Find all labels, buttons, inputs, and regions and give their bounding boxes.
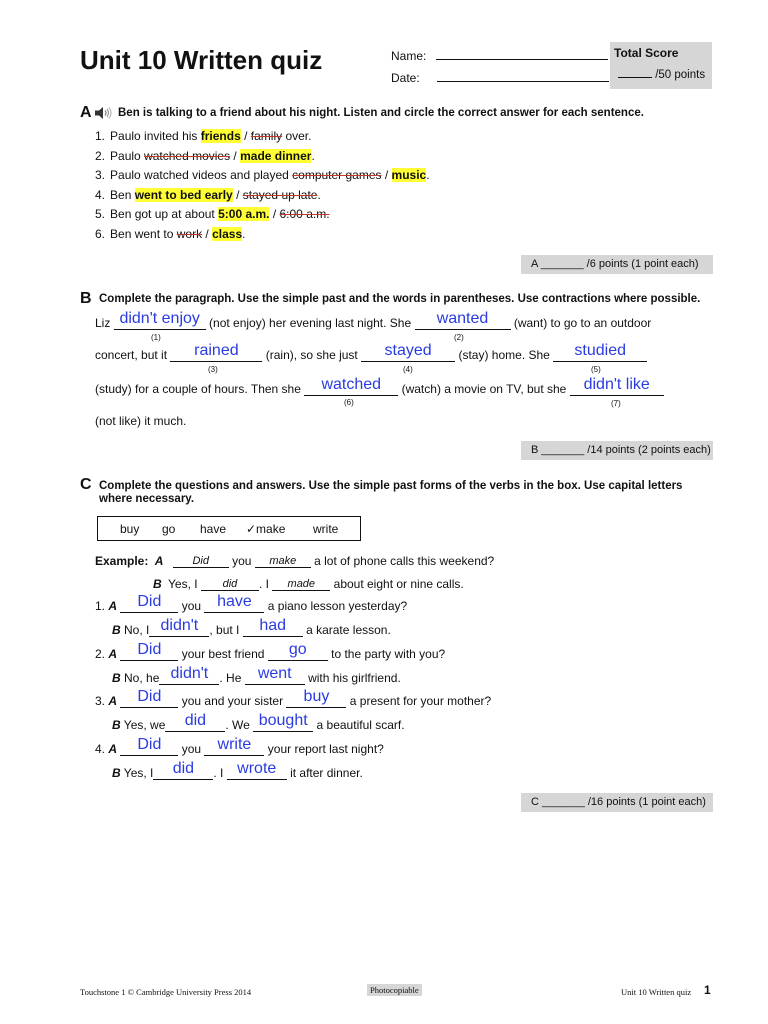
handwritten-answer: wrote — [237, 760, 277, 777]
speaker-a-label: A — [108, 599, 118, 613]
word-box — [97, 516, 361, 541]
paragraph-line-3: (study) for a couple of hours. Then she watched (watch) a movie on TV, but she didn't like — [95, 380, 664, 396]
answer-blank-5[interactable] — [553, 342, 647, 362]
handwritten-answer: went — [257, 665, 292, 682]
item-number: 4. — [95, 187, 106, 202]
word-box-item: ✓make — [246, 522, 286, 536]
answer-blank[interactable] — [204, 593, 264, 613]
item-text: . — [311, 148, 315, 163]
handwritten-answer: stayed — [384, 342, 432, 359]
section-a-letter: A — [80, 104, 92, 121]
blank-number: (1) — [151, 333, 161, 342]
word-box-item: write — [313, 522, 339, 536]
blank-number: (4) — [403, 365, 413, 374]
answer-blank-6[interactable] — [304, 376, 398, 396]
paragraph-line-4: (not like) it much. — [95, 414, 187, 428]
blank-number: (3) — [208, 365, 218, 374]
item-text: / — [202, 227, 213, 241]
question-3-b: B Yes, we did . We bought a beautiful scarf. — [112, 712, 405, 732]
example-blank: make — [255, 552, 311, 568]
circled-answer[interactable]: class — [212, 227, 243, 241]
circled-answer[interactable]: 5:00 a.m. — [218, 207, 270, 222]
item-text: / — [240, 129, 251, 143]
item-text: Ben got up at about — [110, 207, 219, 222]
handwritten-answer: didn't — [170, 665, 209, 682]
name-field[interactable] — [391, 49, 608, 63]
date-field[interactable] — [391, 71, 609, 85]
answer-blank[interactable] — [120, 593, 178, 613]
speaker-b-label: B — [112, 623, 121, 637]
section-c-score: C _______ /16 points (1 point each) — [521, 793, 713, 812]
rejected-option[interactable]: family — [250, 129, 283, 143]
page-title: Unit 10 Written quiz — [80, 45, 323, 75]
example-question: Example: A Did you make a lot of phone calls this weekend? — [95, 554, 495, 568]
date-line[interactable] — [437, 81, 609, 82]
item-text: Ben went to — [110, 227, 177, 241]
handwritten-answer: did — [184, 712, 207, 729]
handwritten-answer: had — [259, 617, 287, 634]
question-1-b: B No, I didn't , but I had a karate lesson. — [112, 617, 391, 637]
section-c-instruction-1: Complete the questions and answers. Use the simple past forms of the verbs in the box. Use capital letters — [99, 480, 683, 492]
item-text: / — [230, 148, 241, 163]
answer-blank-7[interactable] — [570, 376, 664, 396]
rejected-option[interactable]: watched movies — [144, 148, 231, 163]
handwritten-answer: Did — [137, 688, 162, 705]
answer-blank[interactable] — [245, 665, 305, 685]
item-text: . — [426, 168, 430, 183]
handwritten-answer: Did — [137, 641, 162, 658]
section-c-instruction-2: where necessary. — [99, 493, 195, 505]
section-a-item — [95, 149, 315, 163]
blank-number: (6) — [344, 398, 354, 407]
answer-blank[interactable] — [159, 665, 219, 685]
blank-number: (7) — [611, 399, 621, 408]
total-score-box — [610, 42, 712, 89]
section-a-item — [95, 207, 330, 221]
date-label: Date: — [391, 71, 420, 85]
item-text: Ben — [110, 187, 135, 202]
footer-photocopiable: Photocopiable — [367, 985, 422, 995]
answer-blank[interactable] — [227, 760, 287, 780]
total-score-label: Total Score — [614, 46, 679, 60]
handwritten-answer: go — [288, 641, 307, 658]
total-score-points: /50 points — [618, 69, 705, 81]
handwritten-answer: didn't — [160, 617, 199, 634]
handwritten-answer: write — [217, 736, 252, 753]
item-text: Paulo invited his — [110, 129, 201, 143]
handwritten-answer: buy — [303, 688, 330, 705]
handwritten-answer: bought — [258, 712, 308, 729]
handwritten-answer: didn't enjoy — [119, 310, 200, 327]
section-a-item — [95, 227, 245, 241]
handwritten-answer: did — [172, 760, 195, 777]
item-text: / — [381, 168, 392, 183]
section-b-letter: B — [80, 290, 92, 307]
question-2-a: 2. A Did your best friend go to the party with you? — [95, 641, 446, 661]
rejected-option[interactable]: 6:00 a.m. — [279, 207, 330, 222]
rejected-option[interactable]: computer games — [292, 168, 382, 183]
answer-blank[interactable] — [120, 641, 178, 661]
item-number: 3. — [95, 168, 106, 183]
answer-blank[interactable] — [243, 617, 303, 637]
paragraph-line-1: Liz didn't enjoy (not enjoy) her evening last night. She wanted (want) to go to an outdoor — [95, 310, 652, 330]
example-blank: Did — [173, 552, 229, 568]
speaker-icon[interactable] — [94, 106, 114, 123]
question-4-a: 4. A Did you write your report last night? — [95, 736, 384, 756]
handwritten-answer: rained — [194, 342, 239, 359]
section-a-instruction: Ben is talking to a friend about his night. Listen and circle the correct answer for each sentence. — [118, 107, 644, 119]
answer-blank[interactable] — [268, 641, 328, 661]
example-blank: made — [272, 575, 330, 591]
section-a-item — [95, 188, 321, 202]
item-text: over. — [282, 129, 312, 143]
handwritten-answer: have — [217, 593, 252, 610]
page-number: 1 — [704, 983, 711, 997]
item-number: 6. — [95, 227, 106, 241]
answer-blank[interactable] — [149, 617, 209, 637]
question-2-b: B No, he didn't . He went with his girlfriend. — [112, 665, 401, 685]
speaker-b-label: B — [112, 766, 121, 780]
circled-answer[interactable]: went to bed early — [134, 187, 233, 202]
speaker-b-label: B — [112, 718, 121, 732]
answer-blank-3[interactable] — [170, 342, 262, 362]
circled-answer[interactable]: music — [391, 168, 427, 183]
handwritten-answer: Did — [137, 593, 162, 610]
example-answer: B Yes, I did . I made about eight or nine calls. — [153, 577, 464, 591]
circled-answer[interactable]: made dinner — [240, 148, 312, 163]
answer-blank-4[interactable] — [361, 342, 455, 362]
item-text: / — [232, 187, 243, 202]
handwritten-answer: Did — [137, 736, 162, 753]
footer-unit-label: Unit 10 Written quiz — [621, 987, 692, 997]
handwritten-answer: didn't like — [583, 376, 650, 393]
section-a-item — [95, 129, 311, 143]
answer-blank[interactable] — [253, 712, 313, 732]
section-b-instruction: Complete the paragraph. Use the simple past and the words in parentheses. Use contractions where possible. — [99, 293, 701, 305]
example-blank: did — [201, 575, 259, 591]
rejected-option[interactable]: stayed up late — [242, 187, 318, 202]
circled-answer[interactable]: friends — [200, 129, 241, 143]
handwritten-answer: studied — [574, 342, 626, 359]
speaker-a-label: A — [108, 647, 118, 661]
speaker-b-label: B — [112, 671, 121, 685]
item-text: . — [317, 187, 321, 202]
item-text: . — [242, 227, 246, 241]
answer-blank-1[interactable] — [114, 310, 206, 330]
rejected-option[interactable]: work — [176, 227, 203, 241]
section-a-score: A _______ /6 points (1 point each) — [521, 255, 713, 274]
speaker-a-label: A — [108, 694, 118, 708]
word-box-item: buy — [120, 522, 140, 536]
handwritten-answer: watched — [321, 376, 382, 393]
section-a-item — [95, 168, 430, 182]
question-1-a: 1. A Did you have a piano lesson yesterday? — [95, 593, 408, 613]
handwritten-answer: wanted — [436, 310, 489, 327]
answer-blank[interactable] — [153, 760, 213, 780]
question-4-b: B Yes, I did . I wrote it after dinner. — [112, 760, 363, 780]
speaker-a-label: A — [108, 742, 118, 756]
item-text: Paulo — [110, 148, 145, 163]
name-label: Name: — [391, 49, 427, 63]
item-number: 5. — [95, 207, 106, 222]
section-b-score: B _______ /14 points (2 points each) — [521, 441, 713, 460]
name-line[interactable] — [436, 59, 608, 60]
word-box-item: have — [200, 522, 227, 536]
answer-blank[interactable] — [120, 688, 178, 708]
item-text: Paulo watched videos and played — [110, 168, 293, 183]
answer-blank-2[interactable] — [415, 310, 511, 330]
blank-number: (5) — [591, 365, 601, 374]
paragraph-line-2: concert, but it rained (rain), so she just stayed (stay) home. She studied — [95, 346, 647, 362]
item-text: / — [269, 207, 280, 222]
answer-blank[interactable] — [204, 736, 264, 756]
blank-number: (2) — [454, 333, 464, 342]
question-3-a: 3. A Did you and your sister buy a present for your mother? — [95, 688, 492, 708]
footer-copyright: Touchstone 1 © Cambridge University Press 2014 — [80, 987, 252, 997]
word-box-item: go — [162, 522, 176, 536]
section-c-letter: C — [80, 476, 92, 493]
item-number: 2. — [95, 148, 106, 163]
answer-blank[interactable] — [286, 688, 346, 708]
answer-blank[interactable] — [165, 712, 225, 732]
item-number: 1. — [95, 129, 106, 143]
answer-blank[interactable] — [120, 736, 178, 756]
